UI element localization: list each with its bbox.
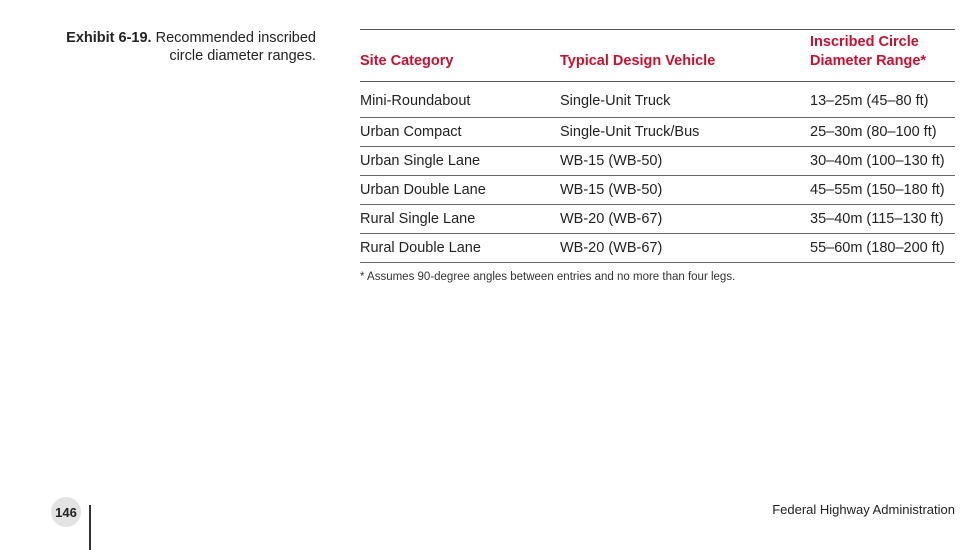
header-diameter-range: [810, 30, 955, 82]
diameter-table-container: [360, 29, 955, 283]
header-site-category: Site Category: [360, 30, 560, 82]
cell-site: Urban Double Lane: [360, 176, 560, 205]
cell-range: 45–55m (150–180 ft): [810, 176, 955, 205]
table-row: [360, 118, 955, 147]
cell-vehicle: Single-Unit Truck/Bus: [560, 118, 810, 147]
cell-vehicle: WB-20 (WB-67): [560, 234, 810, 263]
cell-range: 25–30m (80–100 ft): [810, 118, 955, 147]
cell-range: 35–40m (115–130 ft): [810, 205, 955, 234]
table-row: [360, 147, 955, 176]
table-row: [360, 82, 955, 118]
table-header-row: [360, 30, 955, 82]
header-diameter-line2: Diameter Range*: [810, 53, 927, 69]
cell-range: 55–60m (180–200 ft): [810, 234, 955, 263]
exhibit-label: Exhibit 6-19.: [66, 30, 152, 46]
exhibit-caption-text: Recommended inscribed circle diameter ranges.: [155, 30, 316, 64]
cell-site: Urban Single Lane: [360, 147, 560, 176]
footer-divider: [89, 505, 91, 550]
page-number-badge: 146: [51, 497, 81, 527]
table-row: [360, 205, 955, 234]
cell-vehicle: Single-Unit Truck: [560, 82, 810, 118]
cell-site: Rural Single Lane: [360, 205, 560, 234]
cell-vehicle: WB-15 (WB-50): [560, 147, 810, 176]
cell-site: Mini-Roundabout: [360, 82, 560, 118]
diameter-table: [360, 30, 955, 263]
cell-range: 13–25m (45–80 ft): [810, 82, 955, 118]
cell-site: Rural Double Lane: [360, 234, 560, 263]
table-row: [360, 234, 955, 263]
cell-vehicle: WB-20 (WB-67): [560, 205, 810, 234]
cell-range: 30–40m (100–130 ft): [810, 147, 955, 176]
table-footnote: * Assumes 90-degree angles between entries and no more than four legs.: [360, 271, 736, 283]
cell-vehicle: WB-15 (WB-50): [560, 176, 810, 205]
header-design-vehicle: Typical Design Vehicle: [560, 30, 810, 82]
table-row: [360, 176, 955, 205]
exhibit-caption: [60, 29, 316, 65]
header-diameter-line1: Inscribed Circle: [810, 34, 919, 50]
cell-site: Urban Compact: [360, 118, 560, 147]
publisher-name: Federal Highway Administration: [772, 502, 955, 517]
